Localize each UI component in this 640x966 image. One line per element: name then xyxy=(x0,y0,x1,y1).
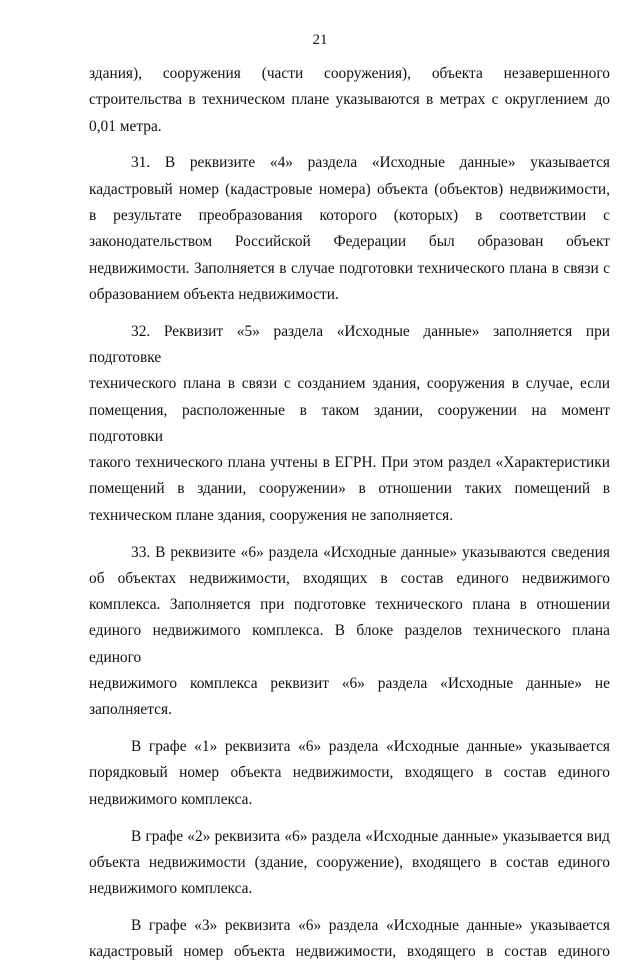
text-line: такого технического плана учтены в ЕГРН. При этом раздел «Характеристики xyxy=(89,454,610,472)
text-line: заполняется. xyxy=(89,701,172,719)
text-line: комплекса. Заполняется при подготовке технического плана в отношении xyxy=(89,596,610,614)
text-line: В графе «1» реквизита «6» раздела «Исходные данные» указывается xyxy=(131,738,610,756)
text-line: 31. В реквизите «4» раздела «Исходные данные» указывается xyxy=(131,154,610,172)
paragraph-33 xyxy=(89,540,610,724)
text-line: помещения, расположенные в таком здании, сооружении на момент подготовки xyxy=(89,401,610,445)
text-line: недвижимости. Заполняется в случае подготовки технического плана в связи с xyxy=(89,259,610,277)
text-line: помещений в здании, сооружении» в отношении таких помещений в xyxy=(89,480,610,498)
text-line: строительства в техническом плане указываются в метрах с округлением до xyxy=(89,91,610,109)
text-line: в результате преобразования которого (которых) в соответствии с xyxy=(89,206,610,224)
text-line: 33. В реквизите «6» раздела «Исходные данные» указываются сведения xyxy=(131,543,610,561)
text-line: недвижимого комплекса. xyxy=(89,880,253,898)
text-line: 32. Реквизит «5» раздела «Исходные данные» заполняется при подготовке xyxy=(89,322,610,366)
paragraph-graph-2 xyxy=(89,824,610,903)
paragraph-graph-1 xyxy=(89,734,610,813)
text-line: недвижимого комплекса. xyxy=(89,790,253,808)
page-number: 21 xyxy=(312,32,328,48)
text-line: об объектах недвижимости, входящих в состав единого недвижимого xyxy=(89,569,610,587)
paragraph-continuation xyxy=(89,61,610,140)
text-line: В графе «2» реквизита «6» раздела «Исходные данные» указывается вид xyxy=(131,827,610,845)
text-line: 0,01 метра. xyxy=(89,117,162,135)
text-line: техническом плане здания, сооружения не заполняется. xyxy=(89,506,454,524)
text-line: В графе «3» реквизита «6» раздела «Исходные данные» указывается xyxy=(131,916,610,934)
text-line: единого недвижимого комплекса. В блоке разделов технического плана единого xyxy=(89,622,610,666)
text-line: недвижимого комплекса реквизит «6» раздела «Исходные данные» не xyxy=(89,675,610,693)
text-line: кадастровый номер объекта недвижимости, входящего в состав единого xyxy=(89,943,610,961)
text-line: кадастровый номер (кадастровые номера) объекта (объектов) недвижимости, xyxy=(89,180,610,198)
paragraph-31 xyxy=(89,150,610,308)
text-line: объекта недвижимости (здание, сооружение), входящего в состав единого xyxy=(89,853,610,871)
text-line: здания), сооружения (части сооружения), объекта незавершенного xyxy=(89,65,610,82)
paragraph-graph-3 xyxy=(89,913,610,966)
text-line: законодательством Российской Федерации был образован объект xyxy=(89,233,610,251)
text-line: образованием объекта недвижимости. xyxy=(89,285,339,303)
text-line: порядковый номер объекта недвижимости, входящего в состав единого xyxy=(89,764,610,782)
paragraph-32 xyxy=(89,319,610,529)
text-line: технического плана в связи с созданием здания, сооружения в случае, если xyxy=(89,375,610,393)
document-body xyxy=(89,61,610,966)
